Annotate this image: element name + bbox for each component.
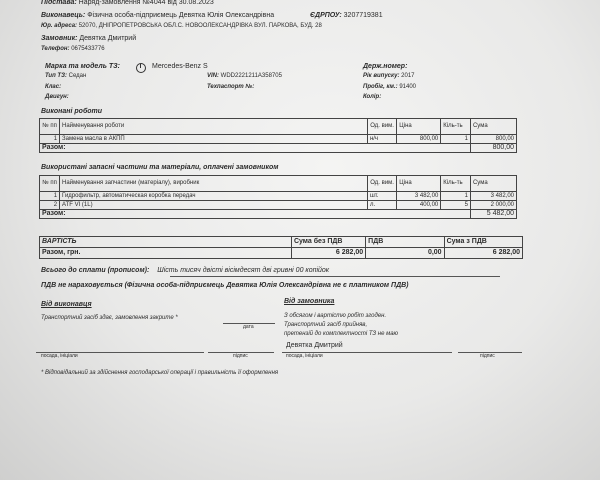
row-price: 3 482,00: [397, 192, 441, 201]
parts-section-title: Використані запасні частини та матеріали, оплачені замовником: [41, 164, 279, 171]
vin-line: [207, 73, 282, 79]
row-price: 400,00: [397, 201, 441, 210]
executor-label: Виконавець:: [41, 12, 86, 19]
col-header: Кіль-ть: [441, 176, 471, 192]
col-header: Сума: [470, 176, 516, 192]
phone-label: Телефон:: [41, 46, 70, 52]
date-label: дата: [243, 324, 254, 330]
executor-signature-text: Транспортний засіб здає, замовлення закрите *: [41, 315, 178, 321]
col-header: Найменування роботи: [60, 119, 368, 135]
col-header: Ціна: [397, 119, 441, 135]
row-number: 2: [40, 201, 60, 210]
parts-table: [39, 175, 517, 219]
customer-position-label: посада, ініціали: [286, 353, 323, 359]
row-unit: н/ч: [367, 135, 396, 144]
col-header: № пп: [40, 176, 60, 192]
type-line: [45, 73, 86, 79]
in-words-underline: [170, 276, 500, 277]
works-total-value: 800,00: [470, 144, 516, 153]
techpassport-label: Техпаспорт №:: [207, 84, 255, 90]
table-row: [40, 192, 517, 201]
customer-value: Девятка Дмитрий: [79, 35, 137, 42]
legal-address-label: Юр. адреса:: [41, 23, 78, 29]
mileage-label: Пробіг, км.:: [363, 84, 398, 90]
cost-label: ВАРТІСТЬ: [40, 237, 292, 248]
parts-total-row: [40, 210, 517, 219]
footnote: * Відповідальний за здійснення господарської операції і правильність її оформлення: [41, 370, 279, 376]
phone-line: [41, 46, 105, 52]
col-header: Кіль-ть: [441, 119, 471, 135]
table-row: [40, 135, 517, 144]
works-table-header: [40, 119, 517, 135]
row-number: 1: [40, 192, 60, 201]
total-label: Разом, грн.: [40, 248, 292, 259]
summary-value-row: [40, 248, 523, 259]
with-vat-value: 6 282,00: [444, 248, 522, 259]
row-name: Замена масла в АКПП: [60, 135, 368, 144]
summary-header-row: [40, 237, 523, 248]
customer-signature-label: підпис: [480, 353, 495, 359]
legal-address-value: 52070, ДНІПРОПЕТРОВСЬКА ОБЛ.С. НОВООЛЕКСАНДРІВКА ВУЛ. ПАРКОВА, БУД. 28: [78, 23, 322, 29]
customer-signature-title: Від замовника: [284, 298, 335, 305]
row-qty: 1: [441, 192, 471, 201]
works-total-label: Разом:: [40, 144, 471, 153]
col-header: Од. вим.: [367, 176, 396, 192]
works-section-title: Виконані роботи: [41, 108, 103, 115]
row-name: ATF VI (1L): [60, 201, 368, 210]
mercedes-logo-icon: [136, 63, 146, 73]
edrpou-label: ЄДРПОУ:: [310, 12, 342, 19]
color-label: Колір:: [363, 94, 382, 100]
row-number: 1: [40, 135, 60, 144]
table-row: [40, 201, 517, 210]
parts-total-label: Разом:: [40, 210, 471, 219]
col-header: Од. вим.: [367, 119, 396, 135]
col-header: № пп: [40, 119, 60, 135]
row-name: Гидрофильтр, автоматическая коробка передач: [60, 192, 368, 201]
row-sum: 800,00: [470, 135, 516, 144]
mileage-line: [363, 84, 416, 90]
basis-value: Наряд-замовлення №4044 від 30.08.2023: [78, 0, 214, 6]
no-vat-label: Сума без ПДВ: [291, 237, 365, 248]
engine-label: Двигун:: [45, 94, 69, 100]
row-unit: шт.: [367, 192, 396, 201]
row-sum: 3 482,00: [470, 192, 516, 201]
executor-value: Фізична особа-підприємець Девятка Юлія Олександрівна: [87, 12, 275, 19]
executor-signature-label: підпис: [233, 353, 248, 359]
customer-label: Замовник:: [41, 35, 78, 42]
vin-value: WDD2221211A358705: [220, 73, 282, 79]
mileage-value: 91400: [399, 84, 416, 90]
in-words-label: Всього до сплати (прописом):: [41, 267, 150, 274]
year-value: 2017: [401, 73, 415, 79]
executor-signature-title: Від виконавця: [41, 301, 92, 308]
executor-line: [41, 12, 274, 19]
edrpou-line: [310, 12, 383, 19]
row-price: 800,00: [397, 135, 441, 144]
with-vat-label: Сума з ПДВ: [444, 237, 522, 248]
vat-value: 0,00: [366, 248, 444, 259]
col-header: Сума: [470, 119, 516, 135]
col-header: Найменування запчастини (матеріалу), виробник: [60, 176, 368, 192]
basis-label: Підстава:: [41, 0, 77, 6]
works-total-row: [40, 144, 517, 153]
customer-line: [41, 35, 136, 42]
legal-address-line: [41, 23, 322, 29]
no-vat-value: 6 282,00: [291, 248, 365, 259]
year-label: Рік випуску:: [363, 73, 400, 79]
customer-name: Девятка Дмитрий: [286, 342, 343, 349]
customer-text-3: претензій до комплектності ТЗ не маю: [284, 331, 399, 337]
row-unit: л.: [367, 201, 396, 210]
parts-table-header: [40, 176, 517, 192]
summary-table: [39, 236, 523, 259]
year-line: [363, 73, 415, 79]
type-value: Седан: [68, 73, 87, 79]
edrpou-value: 3207719381: [343, 12, 383, 19]
customer-text-1: З обсягом і вартістю робіт згоден.: [284, 313, 387, 319]
row-sum: 2 000,00: [470, 201, 516, 210]
type-label: Тип ТЗ:: [45, 73, 67, 79]
phone-value: 0675433776: [71, 46, 105, 52]
row-qty: 5: [441, 201, 471, 210]
customer-text-2: Транспортний засіб прийняв,: [284, 322, 368, 328]
vat-label: ПДВ: [366, 237, 444, 248]
executor-position-label: посада, ініціали: [41, 353, 78, 359]
works-table: [39, 118, 517, 153]
col-header: Ціна: [397, 176, 441, 192]
brand-label: Марка та модель ТЗ:: [45, 63, 120, 70]
in-words-line: [41, 267, 329, 274]
row-qty: 1: [441, 135, 471, 144]
vat-note: ПДВ не нараховується (Фізична особа-підприємець Девятка Юлія Олександрівна не є платником ПДВ): [41, 282, 409, 289]
class-label: Клас:: [45, 84, 62, 90]
plate-label: Держ.номер:: [363, 63, 408, 70]
vin-label: VIN:: [207, 73, 219, 79]
basis-line: [41, 0, 214, 6]
in-words-value: Шість тисяч двісті вісімдесят дві гривні 00 копійок: [157, 267, 330, 274]
parts-total-value: 5 482,00: [470, 210, 516, 219]
brand-value: Mercedes-Benz S: [152, 63, 208, 70]
